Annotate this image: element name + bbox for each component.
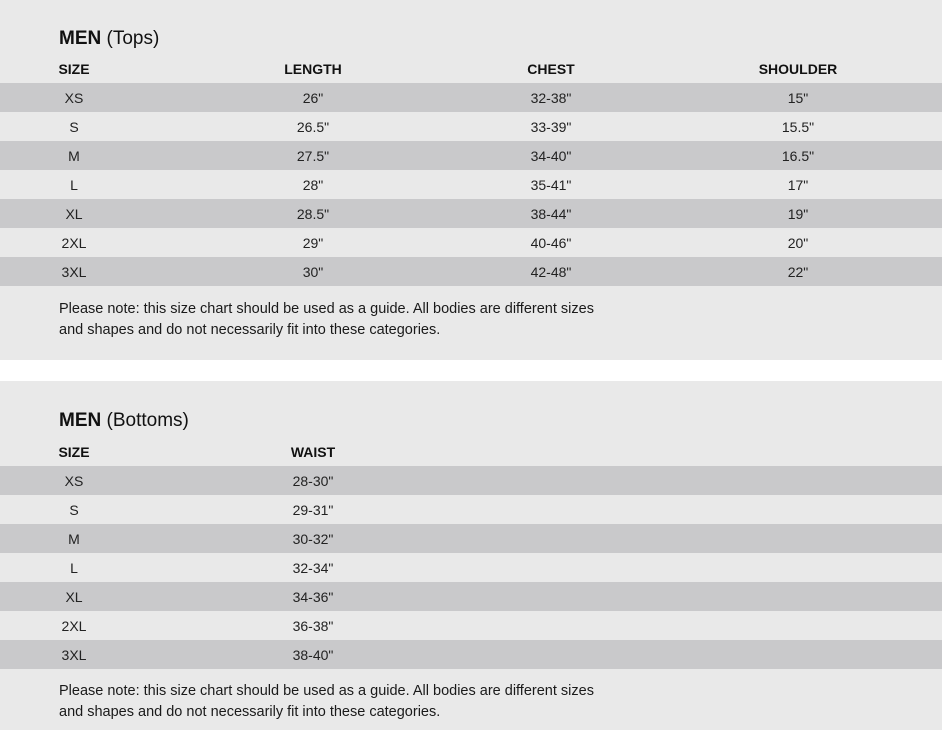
tops-note-line-1: Please note: this size chart should be used as a guide. All bodies are different sizes bbox=[59, 301, 594, 317]
size-cell: 2XL bbox=[61, 234, 87, 251]
bottoms-size-note bbox=[59, 681, 739, 723]
chest-cell: 42-48" bbox=[530, 263, 572, 280]
table-row bbox=[0, 83, 942, 112]
table-row bbox=[0, 257, 942, 286]
table-row bbox=[0, 553, 942, 582]
size-cell: M bbox=[68, 530, 80, 547]
size-cell: S bbox=[69, 118, 79, 135]
waist-cell: 28-30" bbox=[292, 472, 334, 489]
size-cell: M bbox=[68, 147, 80, 164]
length-cell: 29" bbox=[302, 234, 324, 251]
length-cell: 26.5" bbox=[296, 118, 330, 135]
tops-header-chest: CHEST bbox=[527, 61, 575, 77]
table-row bbox=[0, 466, 942, 495]
chest-cell: 38-44" bbox=[530, 205, 572, 222]
chest-cell: 35-41" bbox=[530, 176, 572, 193]
tops-size-note bbox=[59, 299, 739, 341]
shoulder-cell: 20" bbox=[787, 234, 809, 251]
length-cell: 27.5" bbox=[296, 147, 330, 164]
chest-cell: 40-46" bbox=[530, 234, 572, 251]
shoulder-cell: 19" bbox=[787, 205, 809, 222]
table-row bbox=[0, 611, 942, 640]
bottoms-title-bold: MEN bbox=[59, 410, 102, 431]
table-row bbox=[0, 524, 942, 553]
length-cell: 26" bbox=[302, 89, 324, 106]
size-cell: 2XL bbox=[61, 617, 87, 634]
tops-size-chart bbox=[0, 0, 942, 360]
table-row bbox=[0, 582, 942, 611]
bottoms-header-row bbox=[0, 441, 942, 463]
table-row bbox=[0, 495, 942, 524]
chest-cell: 32-38" bbox=[530, 89, 572, 106]
size-cell: S bbox=[69, 501, 79, 518]
bottoms-header-size: SIZE bbox=[58, 444, 90, 460]
size-cell: 3XL bbox=[61, 646, 87, 663]
table-row bbox=[0, 199, 942, 228]
chest-cell: 33-39" bbox=[530, 118, 572, 135]
shoulder-cell: 15" bbox=[787, 89, 809, 106]
shoulder-cell: 15.5" bbox=[781, 118, 815, 135]
size-cell: L bbox=[70, 176, 78, 193]
waist-cell: 29-31" bbox=[292, 501, 334, 518]
bottoms-chart-title bbox=[59, 410, 189, 432]
table-row bbox=[0, 640, 942, 669]
shoulder-cell: 17" bbox=[787, 176, 809, 193]
bottoms-title-rest: (Bottoms) bbox=[101, 410, 189, 431]
bottoms-note-line-2: and shapes and do not necessarily fit into these categories. bbox=[59, 704, 441, 720]
size-cell: L bbox=[70, 559, 78, 576]
bottoms-table-body bbox=[0, 466, 942, 669]
tops-title-bold: MEN bbox=[59, 28, 102, 49]
tops-table-body bbox=[0, 83, 942, 286]
length-cell: 28" bbox=[302, 176, 324, 193]
shoulder-cell: 22" bbox=[787, 263, 809, 280]
tops-note-line-2: and shapes and do not necessarily fit into these categories. bbox=[59, 322, 441, 338]
bottoms-size-chart bbox=[0, 381, 942, 730]
tops-chart-title bbox=[59, 28, 159, 50]
tops-header-shoulder: SHOULDER bbox=[758, 61, 838, 77]
size-cell: 3XL bbox=[61, 263, 87, 280]
tops-header-length: LENGTH bbox=[284, 61, 342, 77]
waist-cell: 32-34" bbox=[292, 559, 334, 576]
bottoms-header-waist: WAIST bbox=[290, 444, 336, 460]
chest-cell: 34-40" bbox=[530, 147, 572, 164]
waist-cell: 36-38" bbox=[292, 617, 334, 634]
tops-title-rest: (Tops) bbox=[101, 28, 160, 49]
table-row bbox=[0, 112, 942, 141]
shoulder-cell: 16.5" bbox=[781, 147, 815, 164]
size-cell: XS bbox=[64, 89, 84, 106]
bottoms-note-line-1: Please note: this size chart should be used as a guide. All bodies are different sizes bbox=[59, 683, 594, 699]
waist-cell: 30-32" bbox=[292, 530, 334, 547]
table-row bbox=[0, 170, 942, 199]
size-cell: XS bbox=[64, 472, 84, 489]
table-row bbox=[0, 228, 942, 257]
size-cell: XL bbox=[65, 588, 83, 605]
length-cell: 28.5" bbox=[296, 205, 330, 222]
size-cell: XL bbox=[65, 205, 83, 222]
tops-header-size: SIZE bbox=[58, 61, 90, 77]
table-row bbox=[0, 141, 942, 170]
length-cell: 30" bbox=[302, 263, 324, 280]
tops-header-row bbox=[0, 58, 942, 80]
waist-cell: 34-36" bbox=[292, 588, 334, 605]
waist-cell: 38-40" bbox=[292, 646, 334, 663]
